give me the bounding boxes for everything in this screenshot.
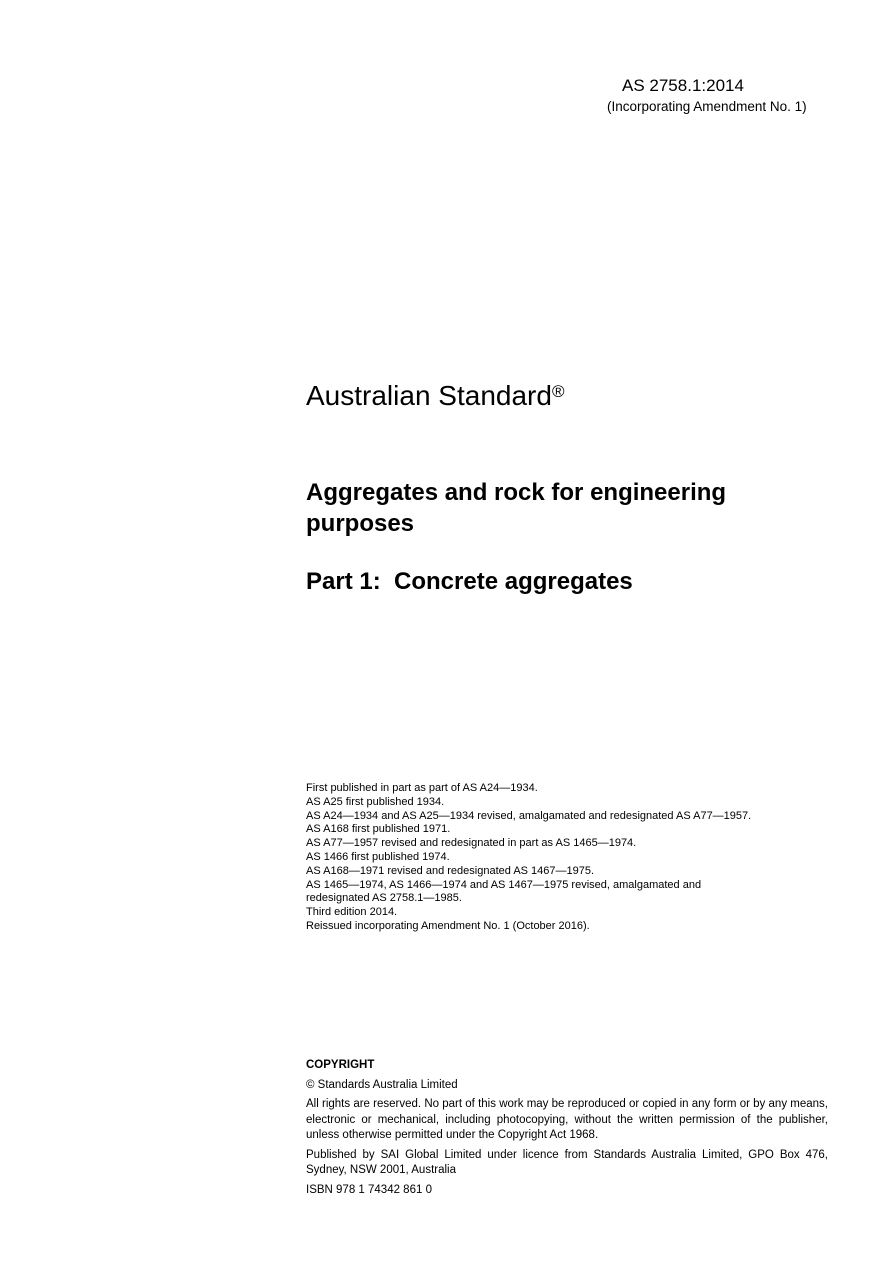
part-title: Part 1: Concrete aggregates <box>306 568 633 595</box>
series-title <box>306 378 564 414</box>
history-line: AS A25 first published 1934. <box>306 795 445 808</box>
copyright-block <box>306 1058 828 1202</box>
publication-history <box>306 782 836 934</box>
history-line: Third edition 2014. <box>306 906 398 919</box>
rights-statement: All rights are reserved. No part of this work may be reproduced or copied in any form or by any means, electronic or mechanical, including photocopying, without the written permission of the publisher, unless otherwise permitted under the Copyright Act 1968. <box>306 1098 828 1141</box>
publisher-statement: Published by SAI Global Limited under licence from Standards Australia Limited, GPO Box 476, Sydney, NSW 2001, Australia <box>306 1148 828 1176</box>
history-line: AS A168—1971 revised and redesignated AS 1467—1975. <box>306 864 595 877</box>
registered-trademark-mark: ® <box>551 382 565 401</box>
copyright-heading: COPYRIGHT <box>306 1059 375 1071</box>
main-title: Aggregates and rock for engineering purposes <box>306 479 727 537</box>
history-line: redesignated AS 2758.1—1985. <box>306 892 462 905</box>
history-line: AS 1466 first published 1974. <box>306 850 450 863</box>
history-line: AS 1465—1974, AS 1466—1974 and AS 1467—1975 revised, amalgamated and <box>306 878 702 891</box>
history-line: Reissued incorporating Amendment No. 1 (October 2016). <box>306 919 590 932</box>
history-line: AS A168 first published 1971. <box>306 823 451 836</box>
copyright-owner: © Standards Australia Limited <box>306 1078 458 1091</box>
isbn: ISBN 978 1 74342 861 0 <box>306 1183 432 1196</box>
history-line: First published in part as part of AS A24—1934. <box>306 782 538 794</box>
series-name: Australian Standard <box>306 380 552 411</box>
history-line: AS A24—1934 and AS A25—1934 revised, amalgamated and redesignated AS A77—1957. <box>306 809 752 822</box>
standard-number: AS 2758.1:2014 <box>622 76 744 95</box>
history-line: AS A77—1957 revised and redesignated in part as AS 1465—1974. <box>306 837 637 850</box>
amendment-note: (Incorporating Amendment No. 1) <box>607 99 807 114</box>
